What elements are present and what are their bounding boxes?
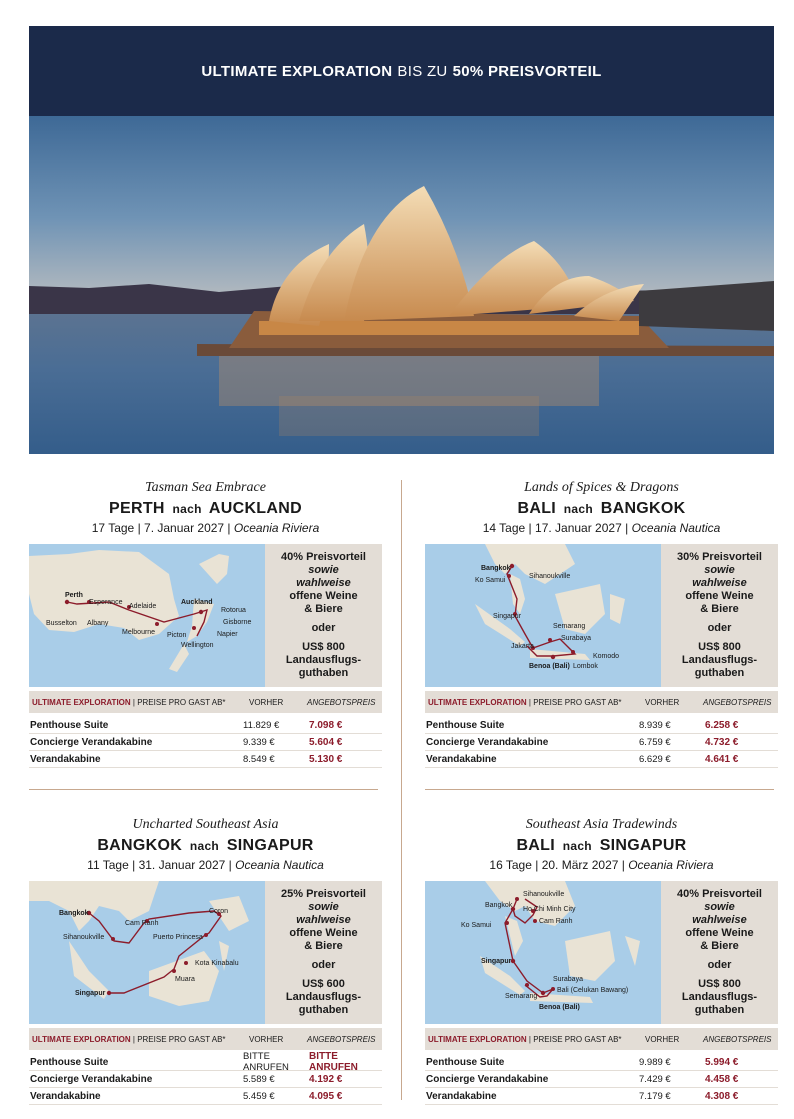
price-table-header: ULTIMATE EXPLORATION | PREISE PRO GAST AB* VORHER ANGEBOTSPREIS xyxy=(29,691,382,713)
route-map xyxy=(425,881,661,1024)
cruise-perth-auckland xyxy=(29,479,382,768)
price-table xyxy=(425,1028,778,1105)
svg-text:Kota Kinabalu: Kota Kinabalu xyxy=(195,960,239,967)
banner-connector: BIS ZU xyxy=(397,62,448,80)
svg-text:Bangkok: Bangkok xyxy=(481,565,511,572)
port-label: Wellington xyxy=(181,642,214,649)
svg-text:Sihanoukville: Sihanoukville xyxy=(523,891,565,898)
price-table-header: ULTIMATE EXPLORATION | PREISE PRO GAST AB* VORHER ANGEBOTSPREIS xyxy=(425,691,778,713)
cruise-subtitle: Tasman Sea Embrace xyxy=(145,480,266,495)
price-table xyxy=(425,691,778,768)
title-to: AUCKLAND xyxy=(208,500,302,517)
cruise-meta: 11 Tage | 31. Januar 2027 | Oceania Nautica xyxy=(87,858,324,872)
offer-panel: 30% Preisvorteil sowie wahlweise offene Weine & Biere oder US$ 800 Landausflugs- guthaben xyxy=(677,551,762,679)
price-row: Verandakabine 6.629 € 4.641 € xyxy=(425,751,778,768)
cruise-bali-singapur xyxy=(425,816,778,1105)
svg-text:Puerto Princesa: Puerto Princesa xyxy=(153,934,203,941)
route-map xyxy=(425,544,661,687)
sydney-opera-house-photo xyxy=(29,116,774,454)
horizontal-divider-left xyxy=(29,789,378,790)
cruise-title: BANGKOK nach SINGAPUR xyxy=(97,837,314,854)
port-label: Busselton xyxy=(46,620,77,627)
price-row: Verandakabine 8.549 € 5.130 € xyxy=(29,751,382,768)
banner-discount: 50% PREISVORTEIL xyxy=(452,62,602,80)
map-offer-box xyxy=(29,881,382,1024)
port-label: Gisborne xyxy=(223,619,252,626)
offer-panel: 40% Preisvorteil sowie wahlweise offene Weine & Biere oder US$ 800 Landausflugs- guthaben xyxy=(677,888,762,1016)
port-label: Esperance xyxy=(89,599,123,606)
svg-text:Bangkok: Bangkok xyxy=(59,910,89,917)
svg-text:Jakarta: Jakarta xyxy=(511,643,534,650)
svg-text:Coron: Coron xyxy=(209,908,229,915)
svg-text:Cam Ranh: Cam Ranh xyxy=(125,920,159,927)
svg-text:Singapur: Singapur xyxy=(75,990,106,997)
title-from: PERTH xyxy=(109,500,165,517)
header-banner xyxy=(29,26,774,116)
svg-text:Lombok: Lombok xyxy=(573,663,598,670)
svg-text:Ko Samui: Ko Samui xyxy=(475,577,506,584)
svg-text:Semarang: Semarang xyxy=(553,623,586,630)
price-table xyxy=(29,1028,382,1105)
svg-text:Benoa (Bali): Benoa (Bali) xyxy=(529,663,570,670)
horizontal-divider-right xyxy=(425,789,774,790)
port-label: Adelaide xyxy=(129,603,157,610)
route-map xyxy=(29,544,265,687)
cruise-title xyxy=(29,498,382,520)
price-table xyxy=(29,691,382,768)
svg-text:Singapur: Singapur xyxy=(493,613,522,620)
port-label: Auckland xyxy=(181,599,213,606)
port-label: Perth xyxy=(65,592,83,599)
map-offer-box xyxy=(425,544,778,687)
price-row: Penthouse Suite 8.939 € 6.258 € xyxy=(425,717,778,734)
svg-text:Surabaya: Surabaya xyxy=(553,976,583,983)
price-row: Concierge Verandakabine 6.759 € 4.732 € xyxy=(425,734,778,751)
price-row: Concierge Verandakabine 5.589 € 4.192 € xyxy=(29,1071,382,1088)
svg-text:Bangkok: Bangkok xyxy=(485,902,513,909)
price-row: Concierge Verandakabine 7.429 € 4.458 € xyxy=(425,1071,778,1088)
port-label: Rotorua xyxy=(221,607,246,614)
cruise-bangkok-singapur xyxy=(29,816,382,1105)
svg-text:Ko Samui: Ko Samui xyxy=(461,922,492,929)
cruise-subtitle: Lands of Spices & Dragons xyxy=(524,480,679,495)
svg-text:Singapur: Singapur xyxy=(481,958,512,965)
cruise-meta: 17 Tage | 7. Januar 2027 | Oceania Riviera xyxy=(91,521,320,535)
cruise-subtitle: Southeast Asia Tradewinds xyxy=(525,817,678,832)
cruise-title: BALI nach BANGKOK xyxy=(517,500,686,517)
svg-text:Bali (Celukan Bawang): Bali (Celukan Bawang) xyxy=(557,987,629,994)
cruise-bali-bangkok xyxy=(425,479,778,768)
title-nach: nach xyxy=(172,502,202,516)
cruise-subtitle: Uncharted Southeast Asia xyxy=(132,817,279,832)
port-label: Melbourne xyxy=(122,629,156,636)
price-row: Verandakabine 5.459 € 4.095 € xyxy=(29,1088,382,1105)
price-row: Penthouse Suite BITTE ANRUFEN BITTE ANRUFEN xyxy=(29,1054,382,1071)
svg-text:Surabaya: Surabaya xyxy=(561,635,591,642)
cruise-title: BALI nach SINGAPUR xyxy=(516,837,687,854)
price-row: Concierge Verandakabine 9.339 € 5.604 € xyxy=(29,734,382,751)
price-row: Verandakabine 7.179 € 4.308 € xyxy=(425,1088,778,1105)
port-label: Napier xyxy=(217,631,238,638)
svg-text:Sihanoukville: Sihanoukville xyxy=(529,573,571,580)
svg-text:Komodo: Komodo xyxy=(593,653,620,660)
price-table-header: ULTIMATE EXPLORATION | PREISE PRO GAST AB* VORHER ANGEBOTSPREIS xyxy=(425,1028,778,1050)
hero-photo xyxy=(29,116,774,454)
port-label: Picton xyxy=(167,632,187,639)
price-row: Penthouse Suite 11.829 € 7.098 € xyxy=(29,717,382,734)
offer-panel: 25% Preisvorteil sowie wahlweise offene Weine & Biere oder US$ 600 Landausflugs- guthaben xyxy=(281,888,366,1016)
offer-panel: 40% Preisvorteil sowie wahlweise offene Weine & Biere oder US$ 800 Landausflugs- guthaben xyxy=(281,551,366,679)
map-offer-box xyxy=(425,881,778,1024)
price-table-header: ULTIMATE EXPLORATION | PREISE PRO GAST AB* VORHER ANGEBOTSPREIS xyxy=(29,1028,382,1050)
svg-text:Muara: Muara xyxy=(175,976,195,983)
banner-brand: ULTIMATE EXPLORATION xyxy=(201,62,393,80)
route-map xyxy=(29,881,265,1024)
svg-text:Semarang: Semarang xyxy=(505,993,538,1000)
port-label: Albany xyxy=(87,620,109,627)
cruise-meta: 16 Tage | 20. März 2027 | Oceania Riviera xyxy=(489,858,714,872)
vertical-divider xyxy=(401,480,402,1100)
price-row: Penthouse Suite 9.989 € 5.994 € xyxy=(425,1054,778,1071)
svg-text:Ho Chi Minh City: Ho Chi Minh City xyxy=(523,906,576,913)
svg-text:Sihanoukville: Sihanoukville xyxy=(63,934,105,941)
cruise-meta: 14 Tage | 17. Januar 2027 | Oceania Nautica xyxy=(482,521,721,535)
svg-text:Benoa (Bali): Benoa (Bali) xyxy=(539,1004,580,1011)
map-offer-box xyxy=(29,544,382,687)
svg-text:Cam Ranh: Cam Ranh xyxy=(539,918,573,925)
